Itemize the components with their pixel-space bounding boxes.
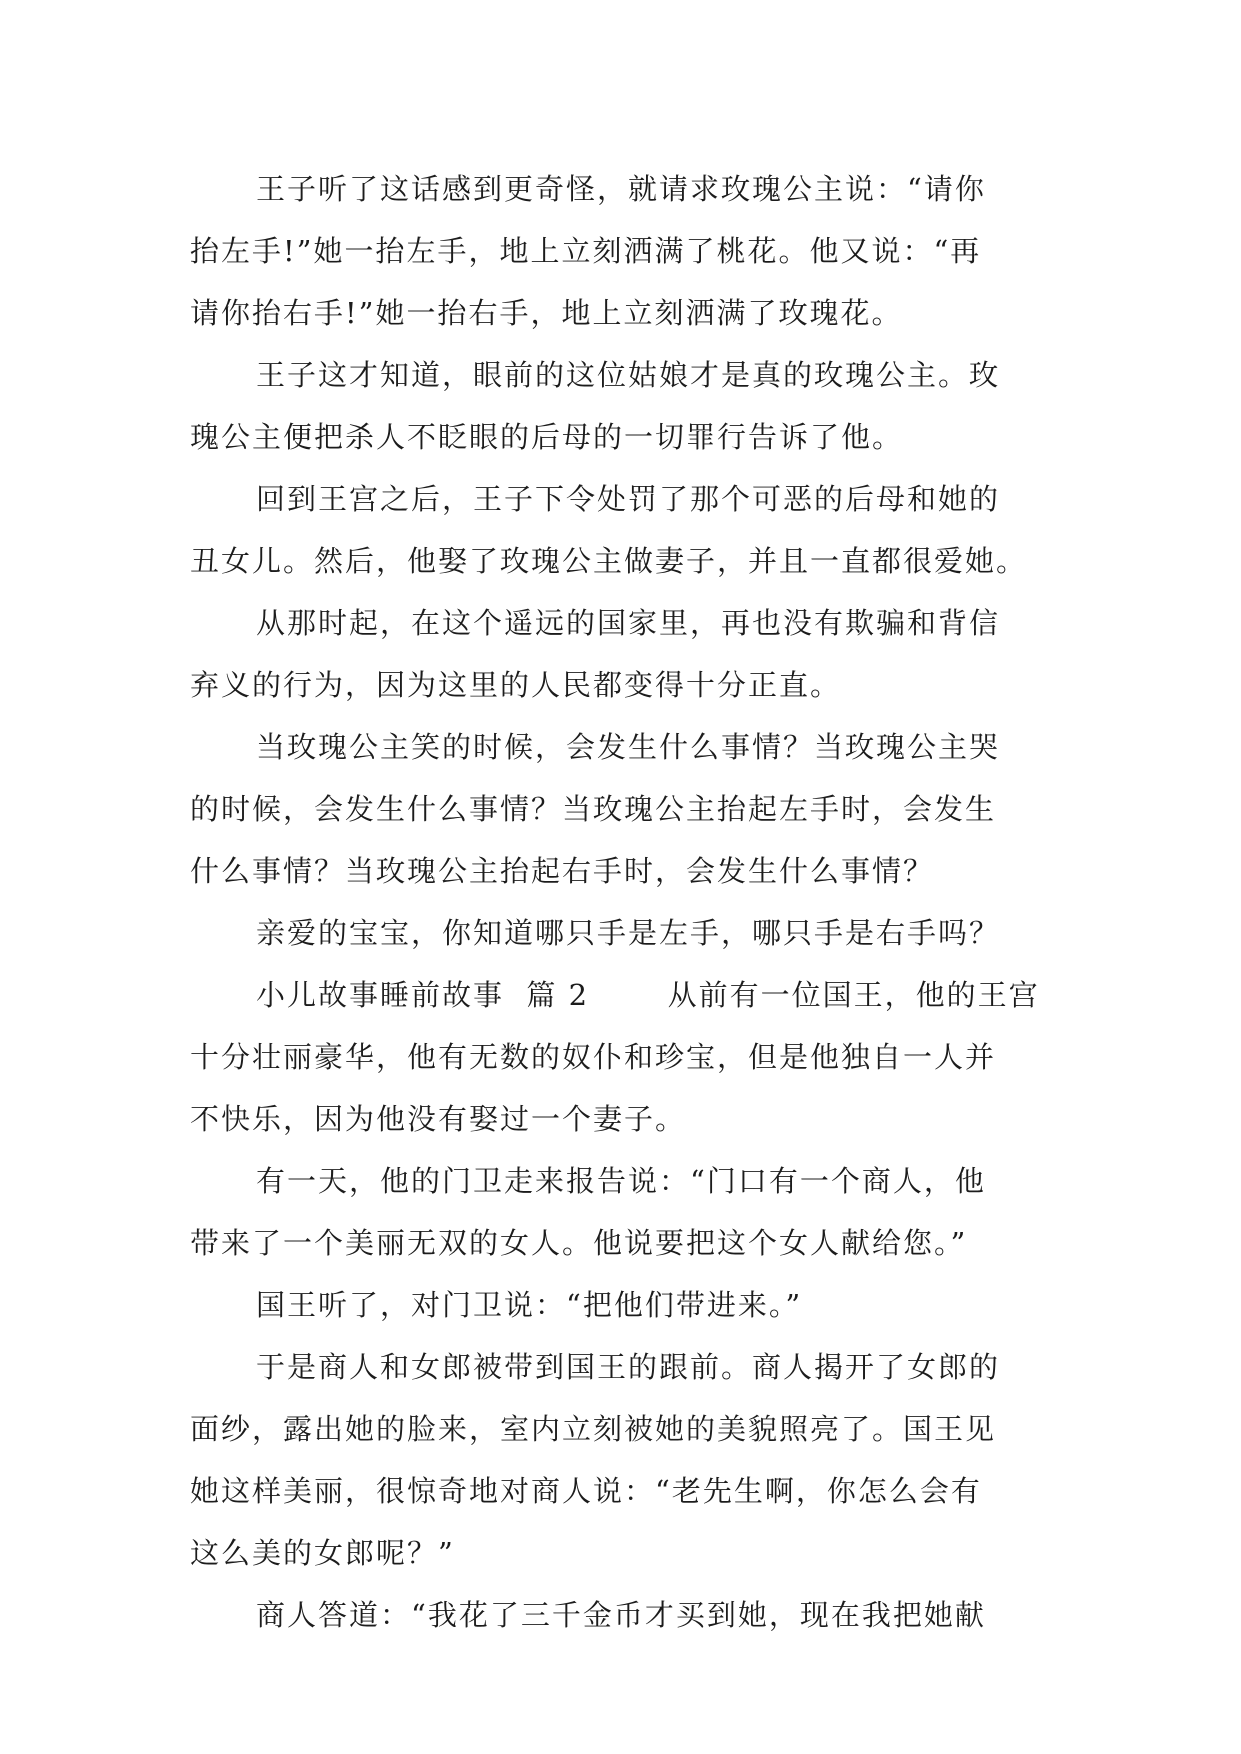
paragraph-line: 带来了一个美丽无双的女人。他说要把这个女人献给您。” <box>190 1226 968 1260</box>
paragraph-first-line: 于是商人和女郎被带到国王的跟前。商人揭开了女郎的 <box>256 1350 1001 1384</box>
paragraph-first-line: 有一天，他的门卫走来报告说：“门口有一个商人，他 <box>256 1164 986 1198</box>
paragraph-first-line: 当玫瑰公主笑的时候，会发生什么事情？当玫瑰公主哭 <box>256 730 1001 764</box>
paragraph-first-line: 回到王宫之后，王子下令处罚了那个可恶的后母和她的 <box>256 482 1001 516</box>
paragraph-first-line: 商人答道：“我花了三千金币才买到她，现在我把她献 <box>256 1598 986 1632</box>
story-text-body <box>190 158 1090 1646</box>
paragraph-line: 丑女儿。然后，他娶了玫瑰公主做妻子，并且一直都很爱她。 <box>190 544 1028 578</box>
paragraph-line: 请你抬右手!”她一抬右手，地上立刻洒满了玫瑰花。 <box>190 296 903 330</box>
paragraph-first-line: 从那时起，在这个遥远的国家里，再也没有欺骗和背信 <box>256 606 1001 640</box>
paragraph-line: 弃义的行为，因为这里的人民都变得十分正直。 <box>190 668 842 702</box>
paragraph-line: 瑰公主便把杀人不眨眼的后母的一切罪行告诉了他。 <box>190 420 904 454</box>
paragraph-line: 不快乐，因为他没有娶过一个妻子。 <box>190 1102 687 1136</box>
paragraph-line: 面纱，露出她的脸来，室内立刻被她的美貌照亮了。国王见 <box>190 1412 997 1446</box>
paragraph-line: 的时候，会发生什么事情？当玫瑰公主抬起左手时，会发生 <box>190 792 997 826</box>
paragraph-first-line: 王子这才知道，眼前的这位姑娘才是真的玫瑰公主。玫 <box>256 358 1001 392</box>
paragraph-line: 这么美的女郎呢？” <box>190 1536 455 1570</box>
paragraph-first-line: 亲爱的宝宝，你知道哪只手是左手，哪只手是右手吗？ <box>256 916 1001 950</box>
paragraph-first-line: 国王听了，对门卫说：“把他们带进来。” <box>256 1288 803 1322</box>
paragraph-first-line: 王子听了这话感到更奇怪，就请求玫瑰公主说：“请你 <box>256 172 986 206</box>
paragraph-first-line: 小儿故事睡前故事 篇 2 从前有一位国王，他的王宫 <box>256 978 1040 1012</box>
paragraph-line: 她这样美丽，很惊奇地对商人说：“老先生啊，你怎么会有 <box>190 1474 982 1508</box>
paragraph-line: 什么事情？当玫瑰公主抬起右手时，会发生什么事情？ <box>190 854 935 888</box>
paragraph-line: 十分壮丽豪华，他有无数的奴仆和珍宝，但是他独自一人并 <box>190 1040 997 1074</box>
paragraph-line: 抬左手!”她一抬左手，地上立刻洒满了桃花。他又说：“再 <box>190 234 982 268</box>
